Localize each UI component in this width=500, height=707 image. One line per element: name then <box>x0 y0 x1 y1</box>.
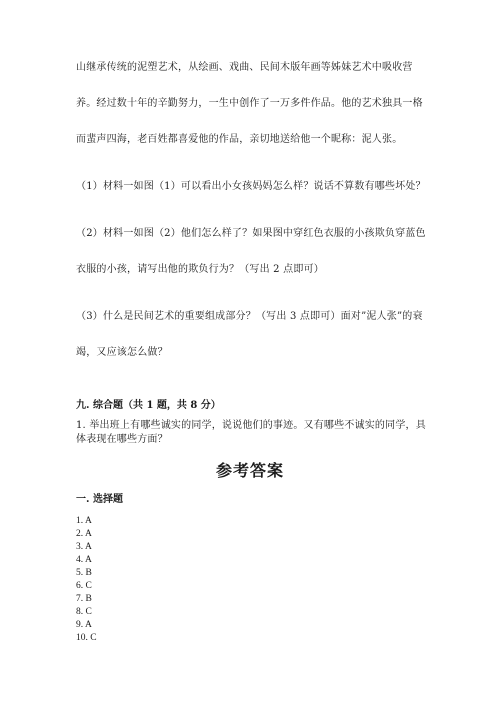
answer-item: 9. A <box>76 620 92 630</box>
section-9-question-line: 体表现在哪些方面？ <box>76 434 168 445</box>
question-3-line: 竭，又应该怎么做？ <box>76 347 168 358</box>
answer-section-heading: 一. 选择题 <box>76 494 123 505</box>
passage-line: 山继承传统的泥塑艺术，从绘画、戏曲、民间木版年画等姊妹艺术中吸收营 <box>76 62 413 73</box>
passage-line: 养。经过数十年的辛勤努力，一生中创作了一万多件作品。他的艺术独具一格 <box>76 98 423 109</box>
question-3-line: （3）什么是民间艺术的重要组成部分？（写出 3 点即可）面对”泥人张”的衰 <box>76 311 423 322</box>
answer-item: 8. C <box>76 607 92 617</box>
answer-item: 4. A <box>76 555 92 565</box>
answer-item: 1. A <box>76 516 92 526</box>
answer-item: 2. A <box>76 529 92 539</box>
section-9-heading: 九. 综合题（共 1 题，共 8 分） <box>76 400 221 411</box>
answer-item: 6. C <box>76 581 92 591</box>
section-9-question-line: 1. 举出班上有哪些诚实的同学，说说他们的事迹。又有哪些不诚实的同学，具 <box>76 420 426 431</box>
answer-item: 3. A <box>76 542 92 552</box>
passage-line: 而蜚声四海，老百姓都喜爱他的作品，亲切地送给他一个昵称：泥人张。 <box>76 134 403 145</box>
question-2-line: （2）材料一如图（2）他们怎么样了？如果图中穿红色衣服的小孩欺负穿蓝色 <box>76 228 426 239</box>
question-1: （1）材料一如图（1）可以看出小女孩妈妈怎么样？说话不算数有哪些坏处？ <box>76 181 426 192</box>
answer-item: 5. B <box>76 568 92 578</box>
answer-item: 7. B <box>76 594 92 604</box>
question-2-line: 衣服的小孩，请写出他的欺负行为？（写出 2 点即可） <box>76 264 324 275</box>
answer-key-title: 参考答案 <box>215 461 284 480</box>
answer-item: 10. C <box>76 633 97 643</box>
